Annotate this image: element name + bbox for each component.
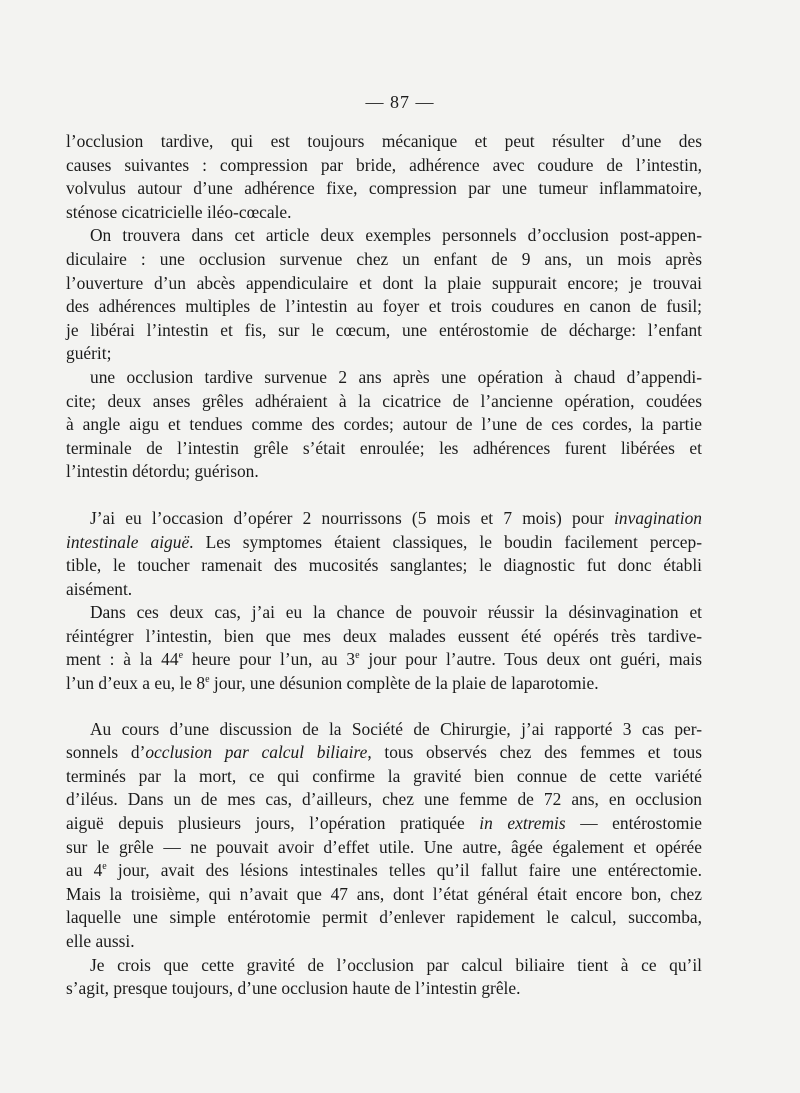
text-line xyxy=(66,812,702,836)
text-line: terminale de l’intestin grêle s’était enroulée; les adhérences furent libérées et xyxy=(66,437,702,458)
text-line: l’ouverture d’un abcès appendiculaire et dont la plaie suppurait encore; je trouvai xyxy=(66,272,702,293)
paragraph-6 xyxy=(66,718,702,954)
text-line: une occlusion tardive survenue 2 ans après une opération à chaud d’appendi- xyxy=(90,366,702,387)
text-run: . Les symptomes étaient classiques, le boudin facilement percep- xyxy=(189,531,703,552)
page-number: — 87 — xyxy=(365,92,435,112)
ordinal-superscript: e xyxy=(205,674,210,686)
ordinal-superscript: e xyxy=(355,650,360,662)
text-line: s’agit, presque toujours, d’une occlusion haute de l’intestin grêle. xyxy=(66,978,521,999)
paragraph-3 xyxy=(66,366,702,484)
text-line: Au cours d’une discussion de la Société de Chirurgie, j’ai rapporté 3 cas per- xyxy=(90,718,702,739)
paragraph-7 xyxy=(66,954,702,1001)
italic-term: invagination xyxy=(614,507,702,528)
paragraph-5 xyxy=(66,601,702,695)
text-line: laquelle une simple entérotomie permit d’enlever rapidement le calcul, succomba, xyxy=(66,907,702,928)
ordinal-superscript: e xyxy=(102,861,107,873)
text-line: volvulus autour d’une adhérence fixe, compression par une tumeur inflammatoire, xyxy=(66,178,702,199)
text-run: jour, une désunion complète de la plaie de laparotomie. xyxy=(209,673,599,694)
text-line: On trouvera dans cet article deux exemples personnels d’occlusion post-appen- xyxy=(90,225,702,246)
text-run: heure pour l’un, au 3 xyxy=(183,649,356,670)
paragraph-4 xyxy=(66,507,702,601)
text-run: — entérostomie xyxy=(565,813,702,834)
text-line: elle aussi. xyxy=(66,931,135,951)
text-line: tible, le toucher ramenait des mucosités sanglantes; le diagnostic fut donc établi xyxy=(66,555,702,576)
text-line: guérit; xyxy=(66,343,112,364)
text-line: diculaire : une occlusion survenue chez un enfant de 9 ans, un mois après xyxy=(66,248,702,269)
text-line: terminés par la mort, ce qui confirme la gravité bien connue de cette variété xyxy=(66,765,702,786)
italic-term: occlusion par calcul biliaire xyxy=(145,742,368,763)
text-line: l’occlusion tardive, qui est toujours mécanique et peut résulter d’une des xyxy=(66,131,702,151)
text-line: Mais la troisième, qui n’avait que 47 ans, dont l’état général était encore bon, chez xyxy=(66,883,702,904)
text-run: jour pour l’autre. Tous deux ont guéri, mais xyxy=(359,649,702,670)
text-line: des adhérences multiples de l’intestin au foyer et trois coudures en canon de fusil; xyxy=(66,296,702,317)
text-run: J’ai eu l’occasion d’opérer 2 nourrissons (5 mois et 7 mois) pour xyxy=(90,507,615,528)
text-run: aiguë depuis plusieurs jours, l’opération pratiquée xyxy=(66,813,480,834)
text-line: sur le grêle — ne pouvait avoir d’effet utile. Une autre, âgée également et opérée xyxy=(66,836,702,857)
text-run: au 4 xyxy=(66,860,103,881)
text-line: Dans ces deux cas, j’ai eu la chance de pouvoir réussir la désinvagination et xyxy=(90,602,702,623)
text-line: cite; deux anses grêles adhéraient à la cicatrice de l’ancienne opération, coudées xyxy=(66,390,702,411)
text-line: je libérai l’intestin et fis, sur le cœcum, une entérostomie de décharge: l’enfant xyxy=(66,319,702,340)
paragraph-spacer xyxy=(66,696,702,718)
text-line: d’iléus. Dans un de mes cas, d’ailleurs, chez une femme de 72 ans, en occlusion xyxy=(66,789,702,810)
text-run: , tous observés chez des femmes et tous xyxy=(367,742,702,763)
italic-term: intestinale aiguë xyxy=(66,531,190,552)
text-line: aisément. xyxy=(66,578,133,599)
text-line: causes suivantes : compression par bride, adhérence avec coudure de l’intestin, xyxy=(66,154,702,175)
text-line: Je crois que cette gravité de l’occlusion par calcul biliaire tient à ce qu’il xyxy=(90,954,702,975)
text-line: à angle aigu et tendues comme des cordes; autour de l’une de ces cordes, la partie xyxy=(66,414,702,435)
text-line xyxy=(66,507,702,531)
text-run: sonnels d’ xyxy=(66,742,146,763)
text-run: l’un d’eux a eu, le 8 xyxy=(66,673,206,694)
text-line xyxy=(66,648,702,672)
italic-term: in extremis xyxy=(479,813,566,834)
text-line xyxy=(66,859,702,883)
text-line xyxy=(66,531,702,555)
paragraph-2 xyxy=(66,224,702,366)
text-line: sténose cicatricielle iléo-cœcale. xyxy=(66,201,292,222)
text-line xyxy=(66,672,702,696)
ordinal-superscript: e xyxy=(178,650,184,662)
body-text xyxy=(66,130,702,1001)
text-line: réintégrer l’intestin, bien que mes deux malades eussent été opérés très tardive- xyxy=(66,625,702,646)
text-run: ment : à la 44 xyxy=(66,649,179,670)
text-run: jour, avait des lésions intestinales telles qu’il fallut faire une entérectomie. xyxy=(106,860,702,881)
text-line: l’intestin détordu; guérison. xyxy=(66,461,259,482)
paragraph-1 xyxy=(66,130,702,224)
text-line xyxy=(66,741,702,765)
paragraph-spacer xyxy=(66,484,702,507)
